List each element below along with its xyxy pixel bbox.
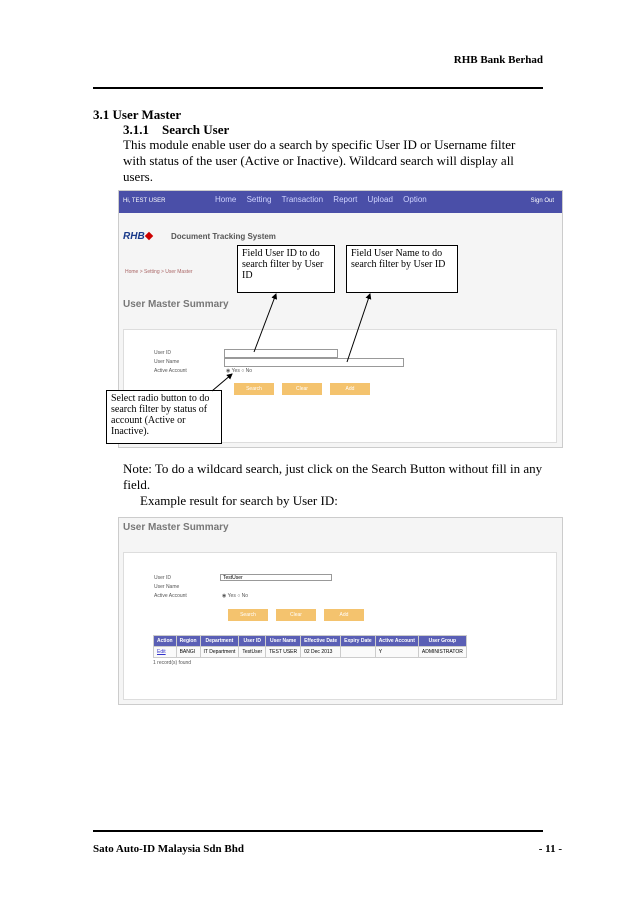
subsection-title: 3.1.1 Search User	[123, 122, 230, 137]
section-title: 3.1 User Master	[93, 107, 182, 122]
radio-group[interactable]: ◉ Yes ○ No	[226, 368, 253, 374]
nav-option[interactable]: Option	[403, 195, 427, 204]
user-name-input[interactable]	[224, 358, 404, 367]
label-user-name: User Name	[154, 359, 180, 365]
nav-transaction[interactable]: Transaction	[281, 195, 324, 204]
callout-user-id: Field User ID to do search filter by User ID	[237, 245, 335, 293]
col-action: Action	[154, 636, 177, 647]
cell-user-id: TestUser	[239, 647, 266, 658]
cell-department: IT Department	[200, 647, 239, 658]
add-button-2[interactable]: Add	[324, 609, 364, 621]
radio-group-2[interactable]: ◉ Yes ○ No	[222, 593, 249, 599]
nav-home[interactable]: Home	[215, 195, 237, 204]
nav-setting[interactable]: Setting	[246, 195, 272, 204]
cell-user-name: TEST USER	[266, 647, 301, 658]
logged-user: Hi, TEST USER	[123, 198, 166, 204]
user-id-input-2[interactable]: TestUser	[220, 574, 332, 581]
edit-link[interactable]: Edit	[154, 647, 177, 658]
signout-link[interactable]: Sign Out	[530, 198, 554, 204]
col-active-account: Active Account	[375, 636, 418, 647]
clear-button[interactable]: Clear	[282, 383, 322, 395]
col-user-group: User Group	[418, 636, 466, 647]
result-header-row	[154, 636, 467, 647]
screenshot-search-result	[118, 517, 563, 705]
label-user-id-2: User ID	[154, 575, 171, 581]
cell-user-group: ADMINISTRATOR	[418, 647, 466, 658]
system-title: Document Tracking System	[171, 232, 276, 241]
summary-title: User Master Summary	[123, 299, 229, 310]
col-region: Region	[176, 636, 200, 647]
result-table	[153, 635, 467, 658]
col-user-id: User ID	[239, 636, 266, 647]
summary-title-2: User Master Summary	[123, 522, 229, 533]
search-button-2[interactable]: Search	[228, 609, 268, 621]
records-found: 1 record(s) found	[153, 660, 192, 666]
page-number: - 11 -	[538, 843, 562, 855]
footer-company: Sato Auto-ID Malaysia Sdn Bhd	[93, 843, 244, 855]
label-active-account: Active Account	[154, 368, 187, 374]
clear-button-2[interactable]: Clear	[276, 609, 316, 621]
callout-radio: Select radio button to do search filter by status of account (Active or Inactive).	[106, 390, 222, 444]
cell-expiry-date	[341, 647, 376, 658]
logo-diamond-icon	[144, 232, 152, 240]
col-effective-date: Effective Date	[301, 636, 341, 647]
note-text: Note: To do a wildcard search, just click on the Search Button without fill in any field.	[123, 461, 543, 492]
cell-active-account: Y	[375, 647, 418, 658]
label-active-account-2: Active Account	[154, 593, 187, 599]
example-caption: Example result for search by User ID:	[140, 493, 338, 508]
user-id-input[interactable]	[224, 349, 338, 358]
nav-report[interactable]: Report	[333, 195, 358, 204]
breadcrumb[interactable]: Home > Setting > User Master	[125, 269, 193, 275]
result-panel	[123, 552, 557, 700]
add-button[interactable]: Add	[330, 383, 370, 395]
footer-rule	[93, 830, 543, 832]
table-row	[154, 647, 467, 658]
label-user-name-2: User Name	[154, 584, 180, 590]
cell-region: BANGI	[176, 647, 200, 658]
col-user-name: User Name	[266, 636, 301, 647]
search-button[interactable]: Search	[234, 383, 274, 395]
callout-user-name: Field User Name to do search filter by User ID	[346, 245, 458, 293]
cell-effective-date: 02 Dec 2013	[301, 647, 341, 658]
section-paragraph: This module enable user do a search by specific User ID or Username filter with status of the user (Active or Inactive). Wildcard search will display all users.	[123, 137, 516, 184]
header-company: RHB Bank Berhad	[453, 54, 543, 66]
rhb-logo: RHB	[123, 231, 152, 242]
main-nav	[215, 195, 435, 204]
app-topbar	[119, 191, 562, 213]
header-rule	[93, 87, 543, 89]
col-department: Department	[200, 636, 239, 647]
label-user-id: User ID	[154, 350, 171, 356]
nav-upload[interactable]: Upload	[367, 195, 393, 204]
col-expiry-date: Expiry Date	[341, 636, 376, 647]
